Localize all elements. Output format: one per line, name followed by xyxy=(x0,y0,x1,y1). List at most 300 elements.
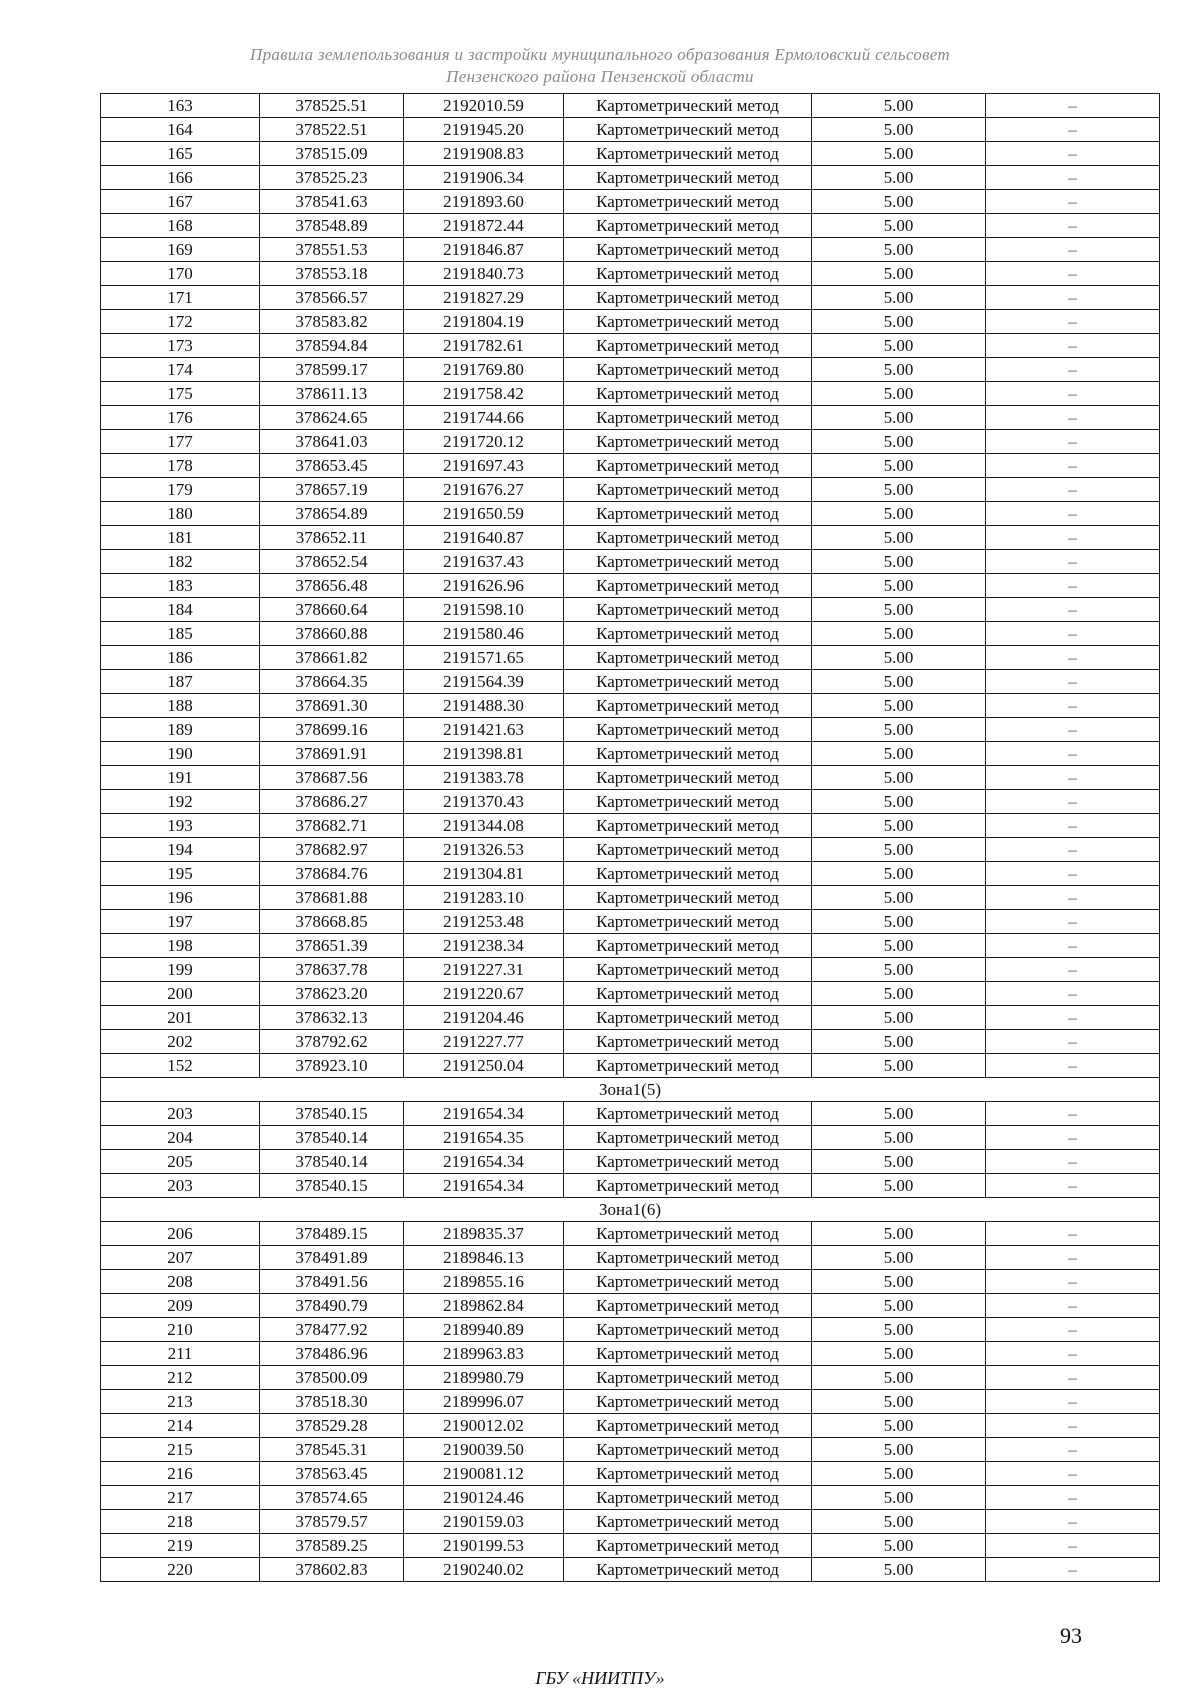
method-cell: Картометрический метод xyxy=(564,238,812,262)
point-number-cell: 203 xyxy=(101,1174,260,1198)
accuracy-cell: 5.00 xyxy=(812,454,986,478)
note-cell: – xyxy=(986,550,1160,574)
point-number-cell: 168 xyxy=(101,214,260,238)
point-number-cell: 179 xyxy=(101,478,260,502)
note-cell: – xyxy=(986,934,1160,958)
x-coordinate-cell: 378923.10 xyxy=(260,1054,404,1078)
note-cell: – xyxy=(986,358,1160,382)
accuracy-cell: 5.00 xyxy=(812,862,986,886)
table-row xyxy=(101,190,1160,214)
x-coordinate-cell: 378682.71 xyxy=(260,814,404,838)
point-number-cell: 181 xyxy=(101,526,260,550)
accuracy-cell: 5.00 xyxy=(812,1438,986,1462)
point-number-cell: 178 xyxy=(101,454,260,478)
y-coordinate-cell: 2189862.84 xyxy=(404,1294,564,1318)
accuracy-cell: 5.00 xyxy=(812,1270,986,1294)
accuracy-cell: 5.00 xyxy=(812,1486,986,1510)
table-row xyxy=(101,526,1160,550)
y-coordinate-cell: 2191370.43 xyxy=(404,790,564,814)
point-number-cell: 220 xyxy=(101,1558,260,1582)
method-cell: Картометрический метод xyxy=(564,1414,812,1438)
method-cell: Картометрический метод xyxy=(564,982,812,1006)
table-row xyxy=(101,1462,1160,1486)
method-cell: Картометрический метод xyxy=(564,1390,812,1414)
note-cell: – xyxy=(986,118,1160,142)
y-coordinate-cell: 2191744.66 xyxy=(404,406,564,430)
y-coordinate-cell: 2191908.83 xyxy=(404,142,564,166)
y-coordinate-cell: 2191626.96 xyxy=(404,574,564,598)
point-number-cell: 207 xyxy=(101,1246,260,1270)
x-coordinate-cell: 378602.83 xyxy=(260,1558,404,1582)
method-cell: Картометрический метод xyxy=(564,1534,812,1558)
table-row xyxy=(101,718,1160,742)
accuracy-cell: 5.00 xyxy=(812,622,986,646)
table-row xyxy=(101,790,1160,814)
point-number-cell: 174 xyxy=(101,358,260,382)
y-coordinate-cell: 2191250.04 xyxy=(404,1054,564,1078)
x-coordinate-cell: 378599.17 xyxy=(260,358,404,382)
note-cell: – xyxy=(986,1390,1160,1414)
y-coordinate-cell: 2191580.46 xyxy=(404,622,564,646)
point-number-cell: 210 xyxy=(101,1318,260,1342)
x-coordinate-cell: 378490.79 xyxy=(260,1294,404,1318)
method-cell: Картометрический метод xyxy=(564,718,812,742)
y-coordinate-cell: 2191564.39 xyxy=(404,670,564,694)
accuracy-cell: 5.00 xyxy=(812,910,986,934)
method-cell: Картометрический метод xyxy=(564,670,812,694)
table-row xyxy=(101,1342,1160,1366)
y-coordinate-cell: 2191720.12 xyxy=(404,430,564,454)
x-coordinate-cell: 378682.97 xyxy=(260,838,404,862)
x-coordinate-cell: 378491.56 xyxy=(260,1270,404,1294)
point-number-cell: 215 xyxy=(101,1438,260,1462)
table-row xyxy=(101,646,1160,670)
y-coordinate-cell: 2191571.65 xyxy=(404,646,564,670)
y-coordinate-cell: 2191383.78 xyxy=(404,766,564,790)
point-number-cell: 170 xyxy=(101,262,260,286)
note-cell: – xyxy=(986,1150,1160,1174)
point-number-cell: 190 xyxy=(101,742,260,766)
table-row xyxy=(101,502,1160,526)
point-number-cell: 194 xyxy=(101,838,260,862)
y-coordinate-cell: 2190124.46 xyxy=(404,1486,564,1510)
note-cell: – xyxy=(986,382,1160,406)
accuracy-cell: 5.00 xyxy=(812,238,986,262)
y-coordinate-cell: 2191344.08 xyxy=(404,814,564,838)
y-coordinate-cell: 2189855.16 xyxy=(404,1270,564,1294)
x-coordinate-cell: 378500.09 xyxy=(260,1366,404,1390)
note-cell: – xyxy=(986,1342,1160,1366)
method-cell: Картометрический метод xyxy=(564,1294,812,1318)
x-coordinate-cell: 378548.89 xyxy=(260,214,404,238)
method-cell: Картометрический метод xyxy=(564,334,812,358)
x-coordinate-cell: 378664.35 xyxy=(260,670,404,694)
coordinates-table-body xyxy=(101,94,1160,1582)
point-number-cell: 186 xyxy=(101,646,260,670)
accuracy-cell: 5.00 xyxy=(812,310,986,334)
accuracy-cell: 5.00 xyxy=(812,1054,986,1078)
table-row xyxy=(101,670,1160,694)
y-coordinate-cell: 2191326.53 xyxy=(404,838,564,862)
x-coordinate-cell: 378792.62 xyxy=(260,1030,404,1054)
method-cell: Картометрический метод xyxy=(564,1318,812,1342)
note-cell: – xyxy=(986,1222,1160,1246)
zone-header-row xyxy=(101,1198,1160,1222)
point-number-cell: 177 xyxy=(101,430,260,454)
note-cell: – xyxy=(986,982,1160,1006)
point-number-cell: 184 xyxy=(101,598,260,622)
accuracy-cell: 5.00 xyxy=(812,382,986,406)
table-row xyxy=(101,598,1160,622)
accuracy-cell: 5.00 xyxy=(812,1414,986,1438)
y-coordinate-cell: 2191488.30 xyxy=(404,694,564,718)
y-coordinate-cell: 2190240.02 xyxy=(404,1558,564,1582)
table-row xyxy=(101,910,1160,934)
note-cell: – xyxy=(986,622,1160,646)
y-coordinate-cell: 2191304.81 xyxy=(404,862,564,886)
point-number-cell: 201 xyxy=(101,1006,260,1030)
x-coordinate-cell: 378522.51 xyxy=(260,118,404,142)
accuracy-cell: 5.00 xyxy=(812,1558,986,1582)
accuracy-cell: 5.00 xyxy=(812,1366,986,1390)
method-cell: Картометрический метод xyxy=(564,190,812,214)
x-coordinate-cell: 378525.51 xyxy=(260,94,404,118)
point-number-cell: 180 xyxy=(101,502,260,526)
y-coordinate-cell: 2191654.35 xyxy=(404,1126,564,1150)
x-coordinate-cell: 378657.19 xyxy=(260,478,404,502)
y-coordinate-cell: 2191840.73 xyxy=(404,262,564,286)
table-row xyxy=(101,1006,1160,1030)
accuracy-cell: 5.00 xyxy=(812,166,986,190)
accuracy-cell: 5.00 xyxy=(812,694,986,718)
note-cell: – xyxy=(986,1438,1160,1462)
point-number-cell: 196 xyxy=(101,886,260,910)
table-row xyxy=(101,742,1160,766)
y-coordinate-cell: 2191906.34 xyxy=(404,166,564,190)
y-coordinate-cell: 2191598.10 xyxy=(404,598,564,622)
point-number-cell: 198 xyxy=(101,934,260,958)
table-row xyxy=(101,1126,1160,1150)
method-cell: Картометрический метод xyxy=(564,790,812,814)
table-row xyxy=(101,1102,1160,1126)
method-cell: Картометрический метод xyxy=(564,118,812,142)
note-cell: – xyxy=(986,838,1160,862)
method-cell: Картометрический метод xyxy=(564,1438,812,1462)
table-row xyxy=(101,286,1160,310)
accuracy-cell: 5.00 xyxy=(812,358,986,382)
accuracy-cell: 5.00 xyxy=(812,1150,986,1174)
method-cell: Картометрический метод xyxy=(564,406,812,430)
x-coordinate-cell: 378686.27 xyxy=(260,790,404,814)
y-coordinate-cell: 2191804.19 xyxy=(404,310,564,334)
table-row xyxy=(101,166,1160,190)
accuracy-cell: 5.00 xyxy=(812,1174,986,1198)
accuracy-cell: 5.00 xyxy=(812,1246,986,1270)
method-cell: Картометрический метод xyxy=(564,262,812,286)
x-coordinate-cell: 378540.14 xyxy=(260,1150,404,1174)
y-coordinate-cell: 2191697.43 xyxy=(404,454,564,478)
x-coordinate-cell: 378651.39 xyxy=(260,934,404,958)
accuracy-cell: 5.00 xyxy=(812,550,986,574)
method-cell: Картометрический метод xyxy=(564,1030,812,1054)
method-cell: Картометрический метод xyxy=(564,502,812,526)
accuracy-cell: 5.00 xyxy=(812,214,986,238)
table-row xyxy=(101,406,1160,430)
table-row xyxy=(101,550,1160,574)
table-row xyxy=(101,1366,1160,1390)
table-row xyxy=(101,1486,1160,1510)
point-number-cell: 193 xyxy=(101,814,260,838)
table-row xyxy=(101,886,1160,910)
note-cell: – xyxy=(986,526,1160,550)
x-coordinate-cell: 378540.15 xyxy=(260,1174,404,1198)
point-number-cell: 208 xyxy=(101,1270,260,1294)
accuracy-cell: 5.00 xyxy=(812,886,986,910)
accuracy-cell: 5.00 xyxy=(812,1462,986,1486)
note-cell: – xyxy=(986,1414,1160,1438)
table-row xyxy=(101,1438,1160,1462)
x-coordinate-cell: 378541.63 xyxy=(260,190,404,214)
method-cell: Картометрический метод xyxy=(564,1510,812,1534)
note-cell: – xyxy=(986,670,1160,694)
table-row xyxy=(101,430,1160,454)
x-coordinate-cell: 378583.82 xyxy=(260,310,404,334)
method-cell: Картометрический метод xyxy=(564,142,812,166)
accuracy-cell: 5.00 xyxy=(812,574,986,598)
note-cell: – xyxy=(986,1558,1160,1582)
accuracy-cell: 5.00 xyxy=(812,1030,986,1054)
method-cell: Картометрический метод xyxy=(564,286,812,310)
accuracy-cell: 5.00 xyxy=(812,1342,986,1366)
y-coordinate-cell: 2190039.50 xyxy=(404,1438,564,1462)
point-number-cell: 195 xyxy=(101,862,260,886)
method-cell: Картометрический метод xyxy=(564,1270,812,1294)
y-coordinate-cell: 2190159.03 xyxy=(404,1510,564,1534)
y-coordinate-cell: 2189996.07 xyxy=(404,1390,564,1414)
note-cell: – xyxy=(986,886,1160,910)
y-coordinate-cell: 2191654.34 xyxy=(404,1102,564,1126)
note-cell: – xyxy=(986,574,1160,598)
table-row xyxy=(101,238,1160,262)
y-coordinate-cell: 2191893.60 xyxy=(404,190,564,214)
note-cell: – xyxy=(986,1462,1160,1486)
point-number-cell: 171 xyxy=(101,286,260,310)
method-cell: Картометрический метод xyxy=(564,646,812,670)
accuracy-cell: 5.00 xyxy=(812,526,986,550)
y-coordinate-cell: 2191640.87 xyxy=(404,526,564,550)
coordinates-table xyxy=(100,93,1160,1582)
accuracy-cell: 5.00 xyxy=(812,478,986,502)
x-coordinate-cell: 378656.48 xyxy=(260,574,404,598)
method-cell: Картометрический метод xyxy=(564,742,812,766)
method-cell: Картометрический метод xyxy=(564,454,812,478)
method-cell: Картометрический метод xyxy=(564,694,812,718)
method-cell: Картометрический метод xyxy=(564,1126,812,1150)
accuracy-cell: 5.00 xyxy=(812,646,986,670)
note-cell: – xyxy=(986,1102,1160,1126)
table-row xyxy=(101,454,1160,478)
note-cell: – xyxy=(986,598,1160,622)
point-number-cell: 212 xyxy=(101,1366,260,1390)
point-number-cell: 203 xyxy=(101,1102,260,1126)
point-number-cell: 169 xyxy=(101,238,260,262)
method-cell: Картометрический метод xyxy=(564,934,812,958)
y-coordinate-cell: 2192010.59 xyxy=(404,94,564,118)
note-cell: – xyxy=(986,1030,1160,1054)
x-coordinate-cell: 378579.57 xyxy=(260,1510,404,1534)
note-cell: – xyxy=(986,262,1160,286)
table-row xyxy=(101,358,1160,382)
method-cell: Картометрический метод xyxy=(564,550,812,574)
table-row xyxy=(101,478,1160,502)
x-coordinate-cell: 378477.92 xyxy=(260,1318,404,1342)
accuracy-cell: 5.00 xyxy=(812,190,986,214)
table-row xyxy=(101,1222,1160,1246)
x-coordinate-cell: 378551.53 xyxy=(260,238,404,262)
note-cell: – xyxy=(986,94,1160,118)
method-cell: Картометрический метод xyxy=(564,430,812,454)
point-number-cell: 191 xyxy=(101,766,260,790)
accuracy-cell: 5.00 xyxy=(812,814,986,838)
y-coordinate-cell: 2191220.67 xyxy=(404,982,564,1006)
method-cell: Картометрический метод xyxy=(564,358,812,382)
method-cell: Картометрический метод xyxy=(564,1558,812,1582)
method-cell: Картометрический метод xyxy=(564,574,812,598)
y-coordinate-cell: 2191654.34 xyxy=(404,1150,564,1174)
note-cell: – xyxy=(986,478,1160,502)
note-cell: – xyxy=(986,1318,1160,1342)
x-coordinate-cell: 378611.13 xyxy=(260,382,404,406)
method-cell: Картометрический метод xyxy=(564,766,812,790)
footer-organization: ГБУ «НИИТПУ» xyxy=(535,1668,665,1688)
x-coordinate-cell: 378623.20 xyxy=(260,982,404,1006)
y-coordinate-cell: 2189835.37 xyxy=(404,1222,564,1246)
table-row xyxy=(101,1294,1160,1318)
y-coordinate-cell: 2191945.20 xyxy=(404,118,564,142)
accuracy-cell: 5.00 xyxy=(812,742,986,766)
accuracy-cell: 5.00 xyxy=(812,718,986,742)
table-row xyxy=(101,262,1160,286)
accuracy-cell: 5.00 xyxy=(812,1294,986,1318)
point-number-cell: 192 xyxy=(101,790,260,814)
table-row xyxy=(101,958,1160,982)
point-number-cell: 217 xyxy=(101,1486,260,1510)
method-cell: Картометрический метод xyxy=(564,94,812,118)
y-coordinate-cell: 2191398.81 xyxy=(404,742,564,766)
note-cell: – xyxy=(986,718,1160,742)
point-number-cell: 214 xyxy=(101,1414,260,1438)
table-row xyxy=(101,1270,1160,1294)
x-coordinate-cell: 378518.30 xyxy=(260,1390,404,1414)
y-coordinate-cell: 2191227.77 xyxy=(404,1030,564,1054)
y-coordinate-cell: 2191238.34 xyxy=(404,934,564,958)
method-cell: Картометрический метод xyxy=(564,382,812,406)
y-coordinate-cell: 2191253.48 xyxy=(404,910,564,934)
method-cell: Картометрический метод xyxy=(564,886,812,910)
note-cell: – xyxy=(986,1174,1160,1198)
table-row xyxy=(101,334,1160,358)
x-coordinate-cell: 378525.23 xyxy=(260,166,404,190)
method-cell: Картометрический метод xyxy=(564,1486,812,1510)
y-coordinate-cell: 2189963.83 xyxy=(404,1342,564,1366)
accuracy-cell: 5.00 xyxy=(812,1126,986,1150)
y-coordinate-cell: 2191758.42 xyxy=(404,382,564,406)
accuracy-cell: 5.00 xyxy=(812,142,986,166)
note-cell: – xyxy=(986,1366,1160,1390)
y-coordinate-cell: 2191421.63 xyxy=(404,718,564,742)
x-coordinate-cell: 378652.11 xyxy=(260,526,404,550)
table-row xyxy=(101,382,1160,406)
note-cell: – xyxy=(986,646,1160,670)
y-coordinate-cell: 2191204.46 xyxy=(404,1006,564,1030)
x-coordinate-cell: 378684.76 xyxy=(260,862,404,886)
point-number-cell: 199 xyxy=(101,958,260,982)
table-row xyxy=(101,694,1160,718)
note-cell: – xyxy=(986,286,1160,310)
table-row xyxy=(101,934,1160,958)
table-row xyxy=(101,1318,1160,1342)
point-number-cell: 164 xyxy=(101,118,260,142)
point-number-cell: 175 xyxy=(101,382,260,406)
y-coordinate-cell: 2190012.02 xyxy=(404,1414,564,1438)
method-cell: Картометрический метод xyxy=(564,1174,812,1198)
table-row xyxy=(101,1150,1160,1174)
y-coordinate-cell: 2191872.44 xyxy=(404,214,564,238)
point-number-cell: 205 xyxy=(101,1150,260,1174)
note-cell: – xyxy=(986,1126,1160,1150)
table-row xyxy=(101,118,1160,142)
x-coordinate-cell: 378660.88 xyxy=(260,622,404,646)
note-cell: – xyxy=(986,238,1160,262)
x-coordinate-cell: 378486.96 xyxy=(260,1342,404,1366)
x-coordinate-cell: 378641.03 xyxy=(260,430,404,454)
point-number-cell: 188 xyxy=(101,694,260,718)
y-coordinate-cell: 2191676.27 xyxy=(404,478,564,502)
accuracy-cell: 5.00 xyxy=(812,1006,986,1030)
method-cell: Картометрический метод xyxy=(564,1150,812,1174)
method-cell: Картометрический метод xyxy=(564,1102,812,1126)
y-coordinate-cell: 2191846.87 xyxy=(404,238,564,262)
table-row xyxy=(101,814,1160,838)
x-coordinate-cell: 378553.18 xyxy=(260,262,404,286)
y-coordinate-cell: 2189940.89 xyxy=(404,1318,564,1342)
point-number-cell: 176 xyxy=(101,406,260,430)
note-cell: – xyxy=(986,1294,1160,1318)
method-cell: Картометрический метод xyxy=(564,1222,812,1246)
zone-label: Зона1(6) xyxy=(101,1198,1160,1222)
x-coordinate-cell: 378624.65 xyxy=(260,406,404,430)
accuracy-cell: 5.00 xyxy=(812,94,986,118)
y-coordinate-cell: 2191654.34 xyxy=(404,1174,564,1198)
note-cell: – xyxy=(986,334,1160,358)
x-coordinate-cell: 378653.45 xyxy=(260,454,404,478)
method-cell: Картометрический метод xyxy=(564,214,812,238)
table-row xyxy=(101,1414,1160,1438)
table-row xyxy=(101,574,1160,598)
y-coordinate-cell: 2189980.79 xyxy=(404,1366,564,1390)
note-cell: – xyxy=(986,166,1160,190)
point-number-cell: 211 xyxy=(101,1342,260,1366)
accuracy-cell: 5.00 xyxy=(812,406,986,430)
accuracy-cell: 5.00 xyxy=(812,598,986,622)
y-coordinate-cell: 2190081.12 xyxy=(404,1462,564,1486)
y-coordinate-cell: 2191827.29 xyxy=(404,286,564,310)
note-cell: – xyxy=(986,958,1160,982)
table-row xyxy=(101,1390,1160,1414)
table-row xyxy=(101,142,1160,166)
method-cell: Картометрический метод xyxy=(564,838,812,862)
x-coordinate-cell: 378632.13 xyxy=(260,1006,404,1030)
